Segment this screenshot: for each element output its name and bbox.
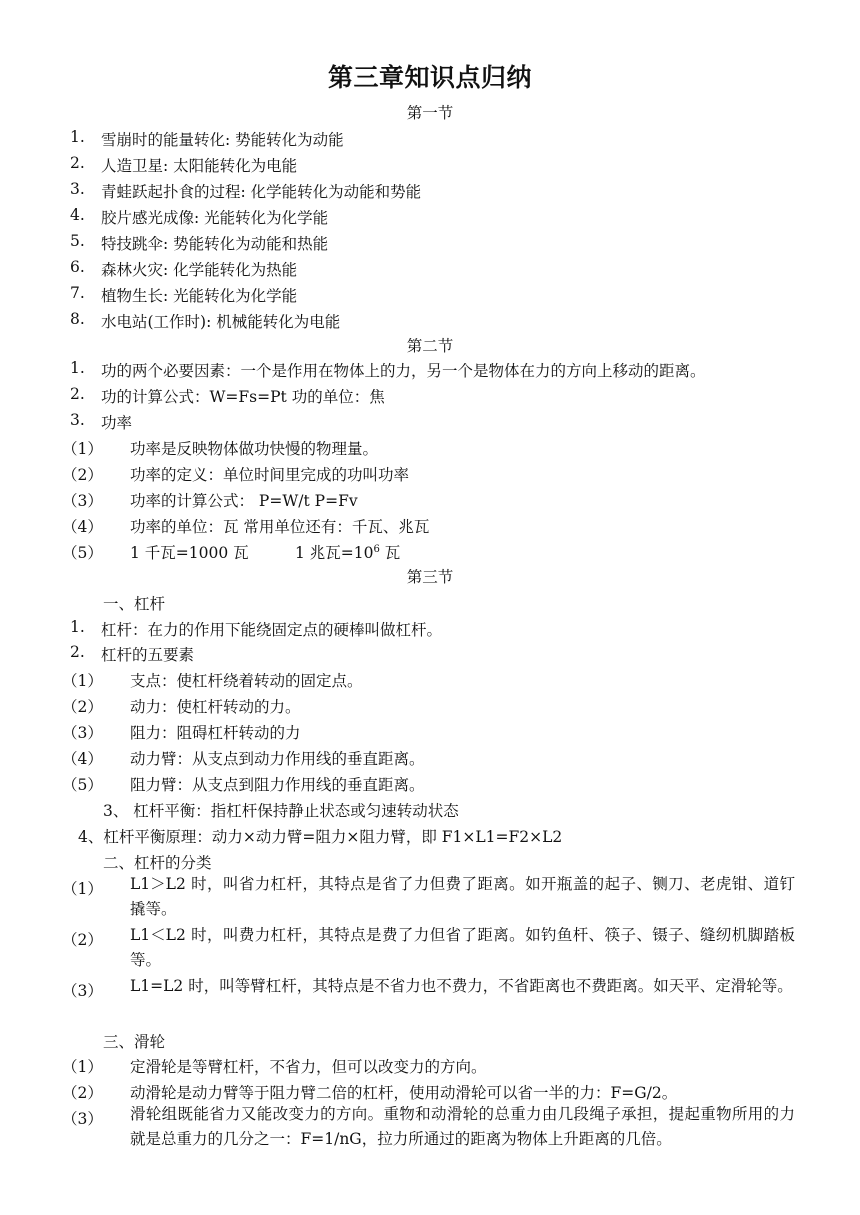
s2-sub4-text: 功率的单位：瓦 常用单位还有：千瓦、兆瓦 — [130, 518, 430, 536]
s2-item2-text: 功的计算公式：W=Fs=Pt 功的单位：焦 — [101, 388, 385, 406]
section3-heading: 第三节 — [406, 568, 454, 586]
s3-pulley1-text: 定滑轮是等臂杠杆，不省力，但可以改变力的方向。 — [130, 1058, 487, 1076]
s2-sub1-text: 功率是反映物体做功快慢的物理量。 — [130, 440, 379, 458]
s2-item1-text: 功的两个必要因素：一个是作用在物体上的力，另一个是物体在力的方向上移动的距离。 — [101, 362, 706, 380]
s1-item5-text: 特技跳伞: 势能转化为动能和热能 — [101, 235, 329, 253]
s2-sub5-text-b: 1 兆瓦$=10^6$ 瓦 — [295, 543, 401, 562]
s2-item1-num: 1. — [70, 359, 85, 377]
s3-elem4-num: （4） — [62, 750, 103, 768]
s3-pulley2-num: （2） — [62, 1084, 103, 1102]
s1-item7-num: 7. — [70, 284, 85, 302]
s1-item6-num: 6. — [70, 258, 85, 276]
exponent: 6 — [373, 543, 380, 555]
s3-elem5-text: 阻力臂：从支点到阻力作用线的垂直距离。 — [130, 776, 425, 794]
s3-pulley2-text: 动滑轮是动力臂等于阻力臂二倍的杠杆，使用动滑轮可以省一半的力：F=G/2。 — [130, 1084, 678, 1102]
s2-item2-num: 2. — [70, 385, 85, 403]
s3-elem5-num: （5） — [62, 776, 103, 794]
s1-item3-text: 青蛙跃起扑食的过程: 化学能转化为动能和势能 — [101, 183, 422, 201]
s2-sub1-num: （1） — [62, 440, 103, 458]
s3-elem3-text: 阻力：阻碍杠杆转动的力 — [130, 724, 301, 742]
s2-item3-text: 功率 — [101, 414, 133, 432]
s3-item2-num: 2. — [70, 643, 85, 661]
section1-heading: 第一节 — [406, 104, 454, 122]
s3-elem1-num: （1） — [62, 672, 103, 690]
s3-class2-text: L1＜L2 时，叫费力杠杆，其特点是费了力但省了距离。如钓鱼杆、筷子、镊子、缝纫机脚踏板等。 — [130, 926, 795, 969]
s3-elem1-text: 支点：使杠杆绕着转动的固定点。 — [130, 672, 363, 690]
s2-sub5-num: （5） — [62, 544, 103, 562]
s1-item7-text: 植物生长: 光能转化为化学能 — [101, 287, 298, 305]
s3-elem3-num: （3） — [62, 724, 103, 742]
s2-sub3-num: （3） — [62, 492, 103, 510]
s3-class3-text: L1=L2 时，叫等臂杠杆，其特点是不省力也不费力，不省距离也不费距离。如天平、定滑轮等。 — [130, 977, 793, 995]
s1-item8-num: 8. — [70, 310, 85, 328]
s2-sub2-num: （2） — [62, 466, 103, 484]
s3-part2-heading: 二、杠杆的分类 — [103, 854, 212, 872]
s1-item4-num: 4. — [70, 206, 85, 224]
s3-pulley3-num: （3） — [62, 1110, 103, 1128]
s3-pulley1-num: （1） — [62, 1058, 103, 1076]
s2-sub5-text-a: 1 千瓦=1000 瓦 — [130, 544, 249, 562]
s3-item1-text: 杠杆：在力的作用下能绕固定点的硬棒叫做杠杆。 — [101, 621, 443, 639]
s1-item2-num: 2. — [70, 154, 85, 172]
s1-item5-num: 5. — [70, 232, 85, 250]
s2-sub4-num: （4） — [62, 518, 103, 536]
s1-item3-num: 3. — [70, 180, 85, 198]
s3-class3-num: （3） — [62, 982, 103, 1000]
s3-class2-num: （2） — [62, 931, 103, 949]
s3-principle: 4、杠杆平衡原理：动力×动力臂=阻力×阻力臂，即 F1×L1=F2×L2 — [78, 828, 563, 846]
s1-item1-num: 1. — [70, 128, 85, 146]
s3-class1-num: （1） — [62, 880, 103, 898]
s3-pulley3-text: 滑轮组既能省力又能改变力的方向。重物和动滑轮的总重力由几段绳子承担，提起重物所用的力就是总重力的几分之一：F=1/nG，拉力所通过的距离为物体上升距离的几倍。 — [130, 1105, 795, 1148]
s3-class1-text: L1＞L2 时，叫省力杠杆，其特点是省了力但费了距离。如开瓶盖的起子、铡刀、老虎钳、道钉撬等。 — [130, 875, 795, 918]
s1-item1-text: 雪崩时的能量转化: 势能转化为动能 — [101, 131, 344, 149]
s3-item2-text: 杠杆的五要素 — [101, 646, 195, 664]
s2-sub2-text: 功率的定义：单位时间里完成的功叫功率 — [130, 466, 410, 484]
s3-part1-heading: 一、杠杆 — [103, 595, 166, 613]
s2-item3-num: 3. — [70, 411, 85, 429]
s1-item2-text: 人造卫星: 太阳能转化为电能 — [101, 157, 298, 175]
s1-item6-text: 森林火灾: 化学能转化为热能 — [101, 261, 298, 279]
s3-elem4-text: 动力臂：从支点到动力作用线的垂直距离。 — [130, 750, 425, 768]
page-title: 第三章知识点归纳 — [327, 63, 532, 92]
s3-elem2-text: 动力：使杠杆转动的力。 — [130, 698, 301, 716]
s3-elem2-num: （2） — [62, 698, 103, 716]
s1-item8-text: 水电站(工作时): 机械能转化为电能 — [101, 313, 341, 331]
s2-sub3-text: 功率的计算公式： P=W/t P=Fv — [130, 492, 358, 510]
s1-item4-text: 胶片感光成像: 光能转化为化学能 — [101, 209, 329, 227]
s3-balance: 3、 杠杆平衡：指杠杆保持静止状态或匀速转动状态 — [103, 802, 459, 820]
section2-heading: 第二节 — [406, 337, 454, 355]
s3-item1-num: 1. — [70, 618, 85, 636]
s3-part3-heading: 三、滑轮 — [103, 1033, 166, 1051]
